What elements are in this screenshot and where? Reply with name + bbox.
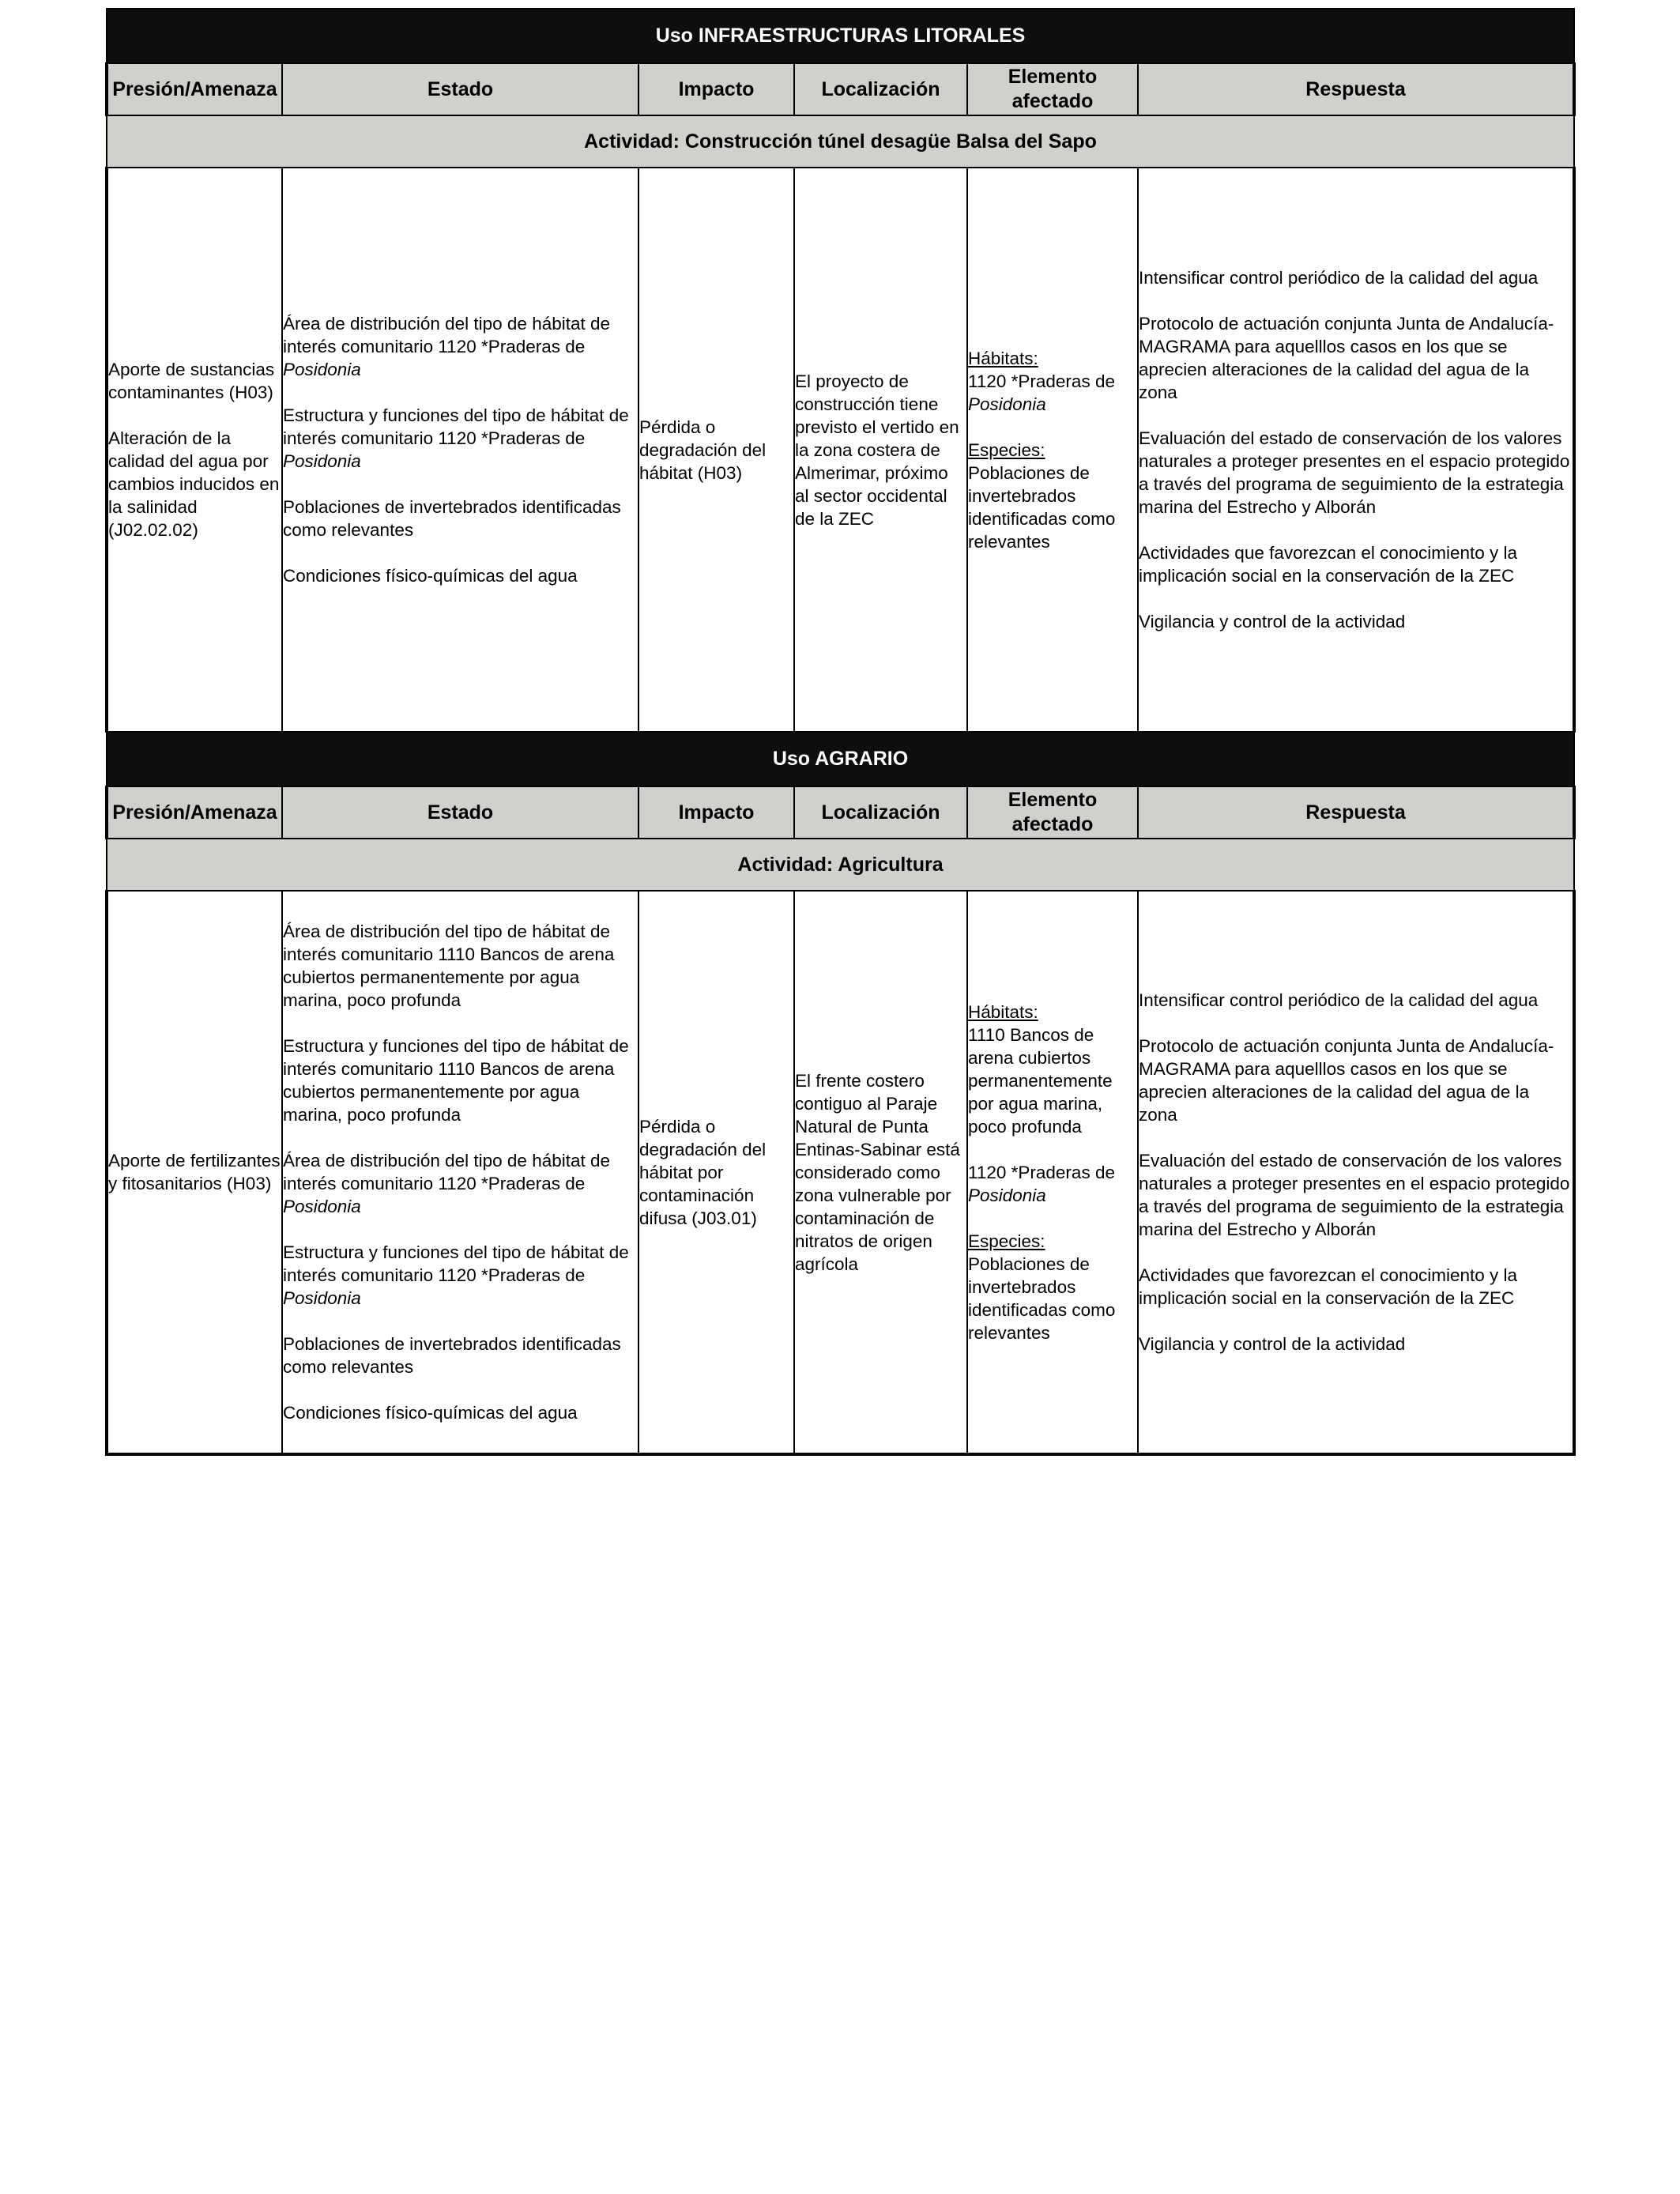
activity-row — [107, 115, 1574, 168]
activity-label: Actividad: Agricultura — [107, 839, 1574, 891]
cell-localizacion: El proyecto de construcción tiene previsto el vertido en la zona costera de Almerimar, próximo al sector occidental de la ZEC — [794, 168, 967, 732]
header-impacto: Impacto — [638, 63, 794, 115]
cell-presion — [107, 891, 282, 1454]
estado-item: Condiciones físico-químicas del agua — [283, 566, 578, 586]
especies-item: Poblaciones de invertebrados identificadas como relevantes — [968, 462, 1116, 552]
presion-item: Alteración de la calidad del agua por cambios inducidos en la salinidad (J02.02.02) — [108, 428, 280, 540]
cell-respuesta — [1138, 168, 1574, 732]
header-localizacion: Localización — [794, 786, 967, 839]
section-title-row — [107, 732, 1574, 786]
respuesta-item: Intensificar control periódico de la calidad del agua — [1139, 990, 1539, 1010]
especies-label: Especies: — [968, 1231, 1045, 1251]
section-title: Uso INFRAESTRUCTURAS LITORALES — [107, 9, 1574, 63]
estado-item: Área de distribución del tipo de hábitat de interés comunitario 1120 *Praderas de Posidonia — [283, 1151, 611, 1216]
especies-label: Especies: — [968, 439, 1045, 460]
cell-presion — [107, 168, 282, 732]
habitats-label: Hábitats: — [968, 348, 1038, 368]
header-localizacion: Localización — [794, 63, 967, 115]
habitats-label: Hábitats: — [968, 1001, 1038, 1022]
cell-impacto: Pérdida o degradación del hábitat (H03) — [638, 168, 794, 732]
estado-item: Poblaciones de invertebrados identificadas como relevantes — [283, 497, 621, 540]
header-elemento: Elemento afectado — [967, 786, 1138, 839]
column-header-row — [107, 63, 1574, 115]
header-presion: Presión/Amenaza — [107, 786, 282, 839]
estado-item: Área de distribución del tipo de hábitat de interés comunitario 1110 Bancos de arena cubiertos permanentemente por agua marina, poco profunda — [283, 922, 615, 1010]
header-respuesta: Respuesta — [1138, 63, 1574, 115]
habitat-item: 1120 *Praderas de Posidonia — [968, 371, 1115, 414]
estado-item: Estructura y funciones del tipo de hábitat de interés comunitario 1110 Bancos de arena cubiertos permanentemente por agua marina, poco profunda — [283, 1036, 629, 1125]
pressure-impact-table — [105, 8, 1576, 1456]
habitat-item: 1110 Bancos de arena cubiertos permanentemente por agua marina, poco profunda — [968, 1024, 1113, 1137]
estado-item: Estructura y funciones del tipo de hábitat de interés comunitario 1120 *Praderas de Posidonia — [283, 1242, 629, 1308]
respuesta-item: Actividades que favorezcan el conocimiento y la implicación social en la conservación de la ZEC — [1139, 543, 1518, 586]
cell-elemento — [967, 891, 1138, 1454]
respuesta-item: Actividades que favorezcan el conocimiento y la implicación social en la conservación de la ZEC — [1139, 1265, 1518, 1308]
respuesta-item: Evaluación del estado de conservación de los valores naturales a proteger presentes en el espacio protegido a través del programa de seguimiento de la estrategia marina del Estrecho y Alborán — [1139, 428, 1570, 517]
habitat-item: 1120 *Praderas de Posidonia — [968, 1162, 1115, 1205]
header-impacto: Impacto — [638, 786, 794, 839]
especies-item: Poblaciones de invertebrados identificadas como relevantes — [968, 1253, 1116, 1343]
header-respuesta: Respuesta — [1138, 786, 1574, 839]
cell-estado — [282, 891, 638, 1454]
header-estado: Estado — [282, 63, 638, 115]
respuesta-item: Vigilancia y control de la actividad — [1139, 1334, 1406, 1354]
estado-item: Área de distribución del tipo de hábitat de interés comunitario 1120 *Praderas de Posidonia — [283, 314, 611, 379]
estado-item: Poblaciones de invertebrados identificadas como relevantes — [283, 1334, 621, 1377]
presion-item: Aporte de sustancias contaminantes (H03) — [108, 360, 275, 402]
cell-estado — [282, 168, 638, 732]
respuesta-item: Protocolo de actuación conjunta Junta de Andalucía-MAGRAMA para aquelllos casos en los que se aprecien alteraciones de la calidad del agua de la zona — [1139, 314, 1554, 402]
header-presion: Presión/Amenaza — [107, 63, 282, 115]
activity-label: Actividad: Construcción túnel desagüe Balsa del Sapo — [107, 115, 1574, 168]
column-header-row — [107, 786, 1574, 839]
respuesta-item: Vigilancia y control de la actividad — [1139, 612, 1406, 631]
activity-row — [107, 839, 1574, 891]
header-elemento: Elemento afectado — [967, 63, 1138, 115]
respuesta-item: Protocolo de actuación conjunta Junta de Andalucía-MAGRAMA para aquelllos casos en los que se aprecien alteraciones de la calidad del agua de la zona — [1139, 1036, 1554, 1125]
estado-item: Estructura y funciones del tipo de hábitat de interés comunitario 1120 *Praderas de Posidonia — [283, 405, 629, 471]
cell-impacto: Pérdida o degradación del hábitat por contaminación difusa (J03.01) — [638, 891, 794, 1454]
cell-respuesta — [1138, 891, 1574, 1454]
cell-localizacion: El frente costero contiguo al Paraje Natural de Punta Entinas-Sabinar está considerado como zona vulnerable por contaminación de nitratos de origen agrícola — [794, 891, 967, 1454]
respuesta-item: Evaluación del estado de conservación de los valores naturales a proteger presentes en el espacio protegido a través del programa de seguimiento de la estrategia marina del Estrecho y Alborán — [1139, 1151, 1570, 1239]
section-title-row — [107, 9, 1574, 63]
cell-elemento — [967, 168, 1138, 732]
header-estado: Estado — [282, 786, 638, 839]
presion-item: Aporte de fertilizantes y fitosanitarios (H03) — [108, 1151, 281, 1193]
data-row — [107, 891, 1574, 1454]
data-row — [107, 168, 1574, 732]
estado-item: Condiciones físico-químicas del agua — [283, 1403, 578, 1423]
respuesta-item: Intensificar control periódico de la calidad del agua — [1139, 268, 1539, 288]
section-title: Uso AGRARIO — [107, 732, 1574, 786]
